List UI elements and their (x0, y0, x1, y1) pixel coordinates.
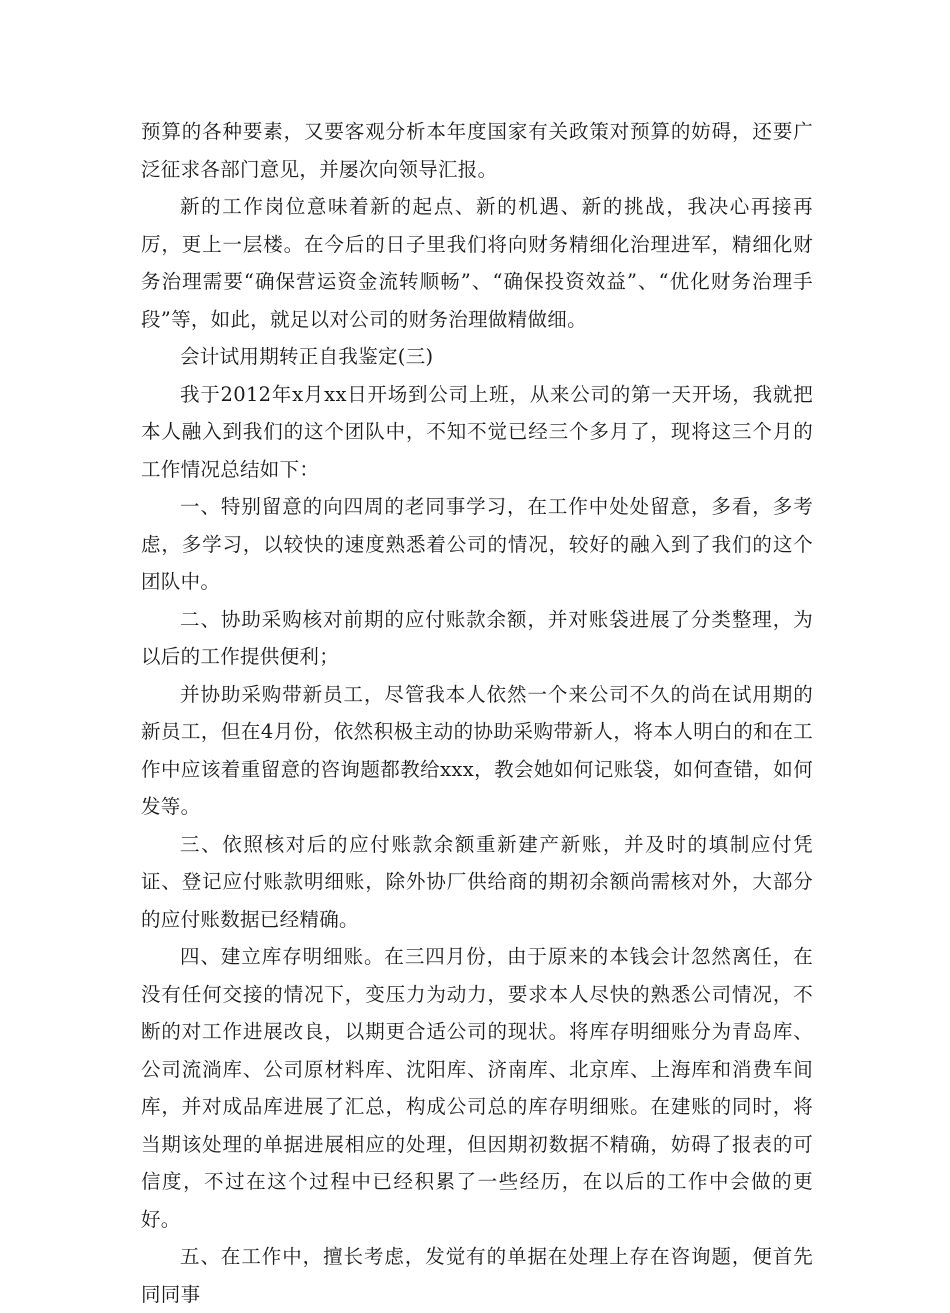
paragraph-point-2-payables: 二、协助采购核对前期的应付账款余额，并对账袋进展了分类整理，为以后的工作提供便利； (141, 607, 813, 668)
paragraph-new-position: 新的工作岗位意味着新的起点、新的机遇、新的挑战，我决心再接再厉，更上一层楼。在今后的日子里我们将向财务精细化治理进军，精细化财务治理需要“确保营运资金流转顺畅”、“确保投资效益”、“优化财务治理手段”等，如此，就足以对公司的财务治理做精做细。 (141, 195, 813, 331)
paragraph-point-3-new-ledger: 三、依照核对后的应付账款余额重新建产新账，并及时的填制应付凭证、登记应付账款明细账，除外协厂供给商的期初余额尚需核对外，大部分的应付账数据已经精确。 (141, 832, 813, 931)
paragraph-budget-elements: 预算的各种要素，又要客观分析本年度国家有关政策对预算的妨碍，还要广泛征求各部门意见，并屡次向领导汇报。 (141, 120, 813, 181)
paragraph-point-5-reflection: 五、在工作中，擅长考虑，发觉有的单据在处理上存在咨询题，便首先同同事 (141, 1245, 813, 1306)
paragraph-point-1-learning: 一、特别留意的向四周的老同事学习，在工作中处处留意，多看，多考虑，多学习，以较快的速度熟悉着公司的情况，较好的融入到了我们的这个团队中。 (141, 495, 813, 593)
section-heading-self-evaluation-3: 会计试用期转正自我鉴定(三) (180, 345, 434, 368)
paragraph-intro-start-date: 我于2012年x月xx日开场到公司上班，从来公司的第一天开场，我就把本人融入到我们的这个团队中，不知不觉已经三个多月了，现将这三个月的工作情况总结如下： (141, 382, 813, 481)
document-page (141, 113, 813, 1313)
paragraph-training-new-staff: 并协助采购带新员工，尽管我本人依然一个来公司不久的尚在试用期的新员工，但在4月份，依然积极主动的协助采购带新人，将本人明白的和在工作中应该着重留意的咨询题都教给xxx，教会她如何记账袋，如何查错，如何发等。 (141, 682, 813, 818)
paragraph-point-4-inventory-ledger: 四、建立库存明细账。在三四月份，由于原来的本钱会计忽然离任，在没有任何交接的情况下，变压力为动力，要求本人尽快的熟悉公司情况，不断的对工作进展改良，以期更合适公司的现状。将库存明细账分为青岛库、公司流淌库、公司原材料库、沈阳库、济南库、北京库、上海库和消费车间库，并对成品库进展了汇总，构成公司总的库存明细账。在建账的同时，将当期该处理的单据进展相应的处理，但因期初数据不精确，妨碍了报表的可信度，不过在这个过程中已经积累了一些经历，在以后的工作中会做的更好。 (141, 945, 813, 1231)
